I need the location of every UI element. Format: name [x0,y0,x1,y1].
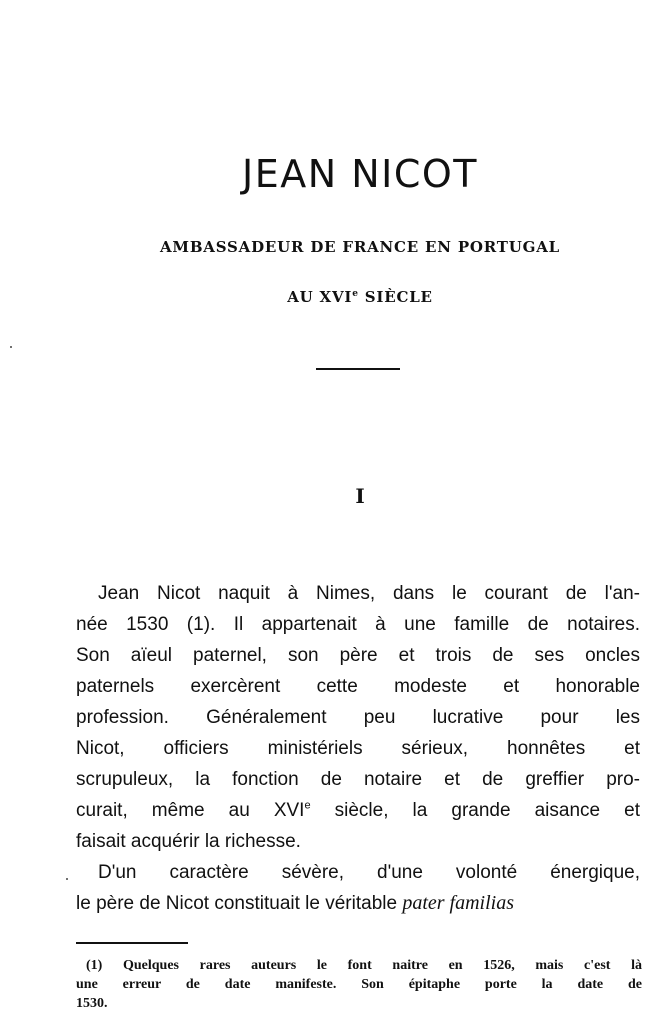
paper-speck [10,346,12,348]
text-line: née 1530 (1). Il appartenait à une famille de notaires. [76,614,640,635]
footnote-divider [76,942,188,944]
text-line [76,795,640,826]
paper-speck [66,878,68,880]
footnote [76,956,642,1013]
text-line: Nicot, officiers ministériels sérieux, honnêtes et [76,738,640,759]
body-text [76,578,640,919]
text-line: Jean Nicot naquit à Nimes, dans le courant de l'an- [98,583,640,604]
text-segment: curait, même au XVI [76,800,305,821]
text-line: profession. Généralement peu lucrative pour les [76,707,640,728]
text-line: Son aïeul paternel, son père et trois de ses oncles [76,645,640,666]
footnote-line: (1) Quelques rares auteurs le font naitre en 1526, mais c'est là [86,958,642,973]
title-divider [316,368,400,370]
subtitle-superscript: e [352,289,359,299]
italic-phrase: pater familias [402,892,515,914]
text-line: scrupuleux, la fonction de notaire et de greffier pro- [76,769,640,790]
footnote-line: 1530. [76,996,108,1011]
text-line: paternels exercèrent cette modeste et honorable [76,676,640,697]
text-line: D'un caractère sévère, d'une volonté énergique, [98,862,640,883]
text-segment: le père de Nicot constituait le véritable [76,893,403,914]
subtitle-line-2-text: AU XVI [287,288,353,306]
footnote-line: une erreur de date manifeste. Son épitaphe porte la date de [76,977,642,992]
text-line [76,888,640,919]
text-line: faisait acquérir la richesse. [76,831,301,852]
subtitle-line-1: AMBASSADEUR DE FRANCE EN PORTUGAL [159,238,560,256]
subtitle-line-2 [0,288,658,306]
page-title: JEAN NICOT [241,152,478,196]
section-numeral: I [355,484,365,508]
subtitle-line-2-end: SIÈCLE [358,288,433,306]
superscript: e [304,799,311,812]
text-segment: siècle, la grande aisance et [310,800,640,821]
